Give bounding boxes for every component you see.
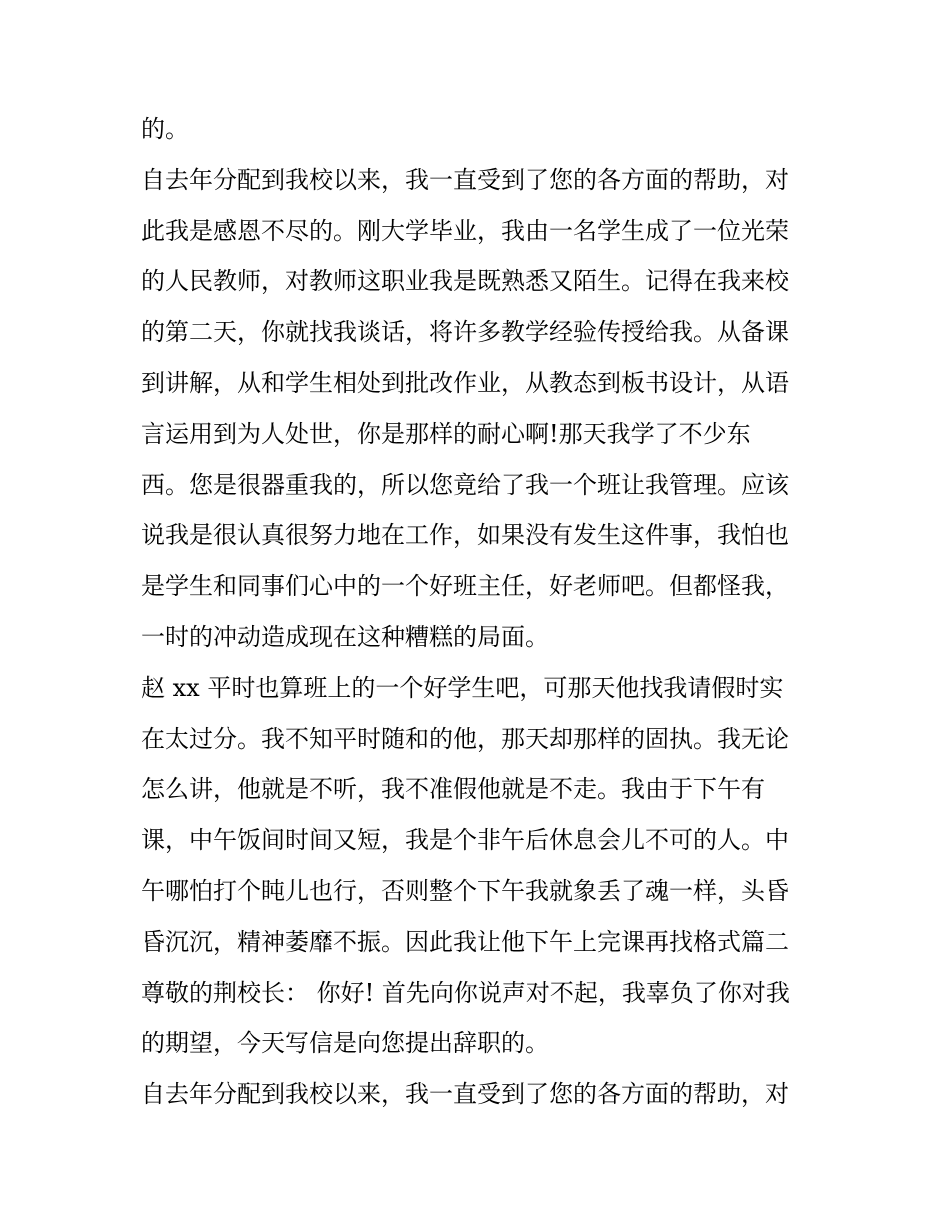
text-line: 的第二天，你就找我谈话，将许多教学经验传授给我。从备课 — [141, 318, 789, 347]
text-line: 自去年分配到我校以来，我一直受到了您的各方面的帮助，对 — [141, 1080, 789, 1109]
text-line: 是学生和同事们心中的一个好班主任，好老师吧。但都怪我， — [141, 572, 789, 601]
text-line: 到讲解，从和学生相处到批改作业，从教态到板书设计，从语 — [141, 368, 789, 397]
text-line: 的期望，今天写信是向您提出辞职的。 — [141, 1029, 549, 1058]
text-line: 赵 xx 平时也算班上的一个好学生吧，可那天他找我请假时实 — [141, 673, 784, 702]
text-line: 的人民教师，对教师这职业我是既熟悉又陌生。记得在我来校 — [141, 267, 789, 296]
text-line: 昏沉沉，精神萎靡不振。因此我让他下午上完课再找格式篇二 — [141, 927, 789, 956]
text-line: 自去年分配到我校以来，我一直受到了您的各方面的帮助，对 — [141, 165, 789, 194]
text-line: 说我是很认真很努力地在工作，如果没有发生这件事，我怕也 — [141, 521, 789, 550]
text-line: 西。您是很器重我的，所以您竟给了我一个班让我管理。应该 — [141, 470, 789, 499]
text-line: 一时的冲动造成现在这种糟糕的局面。 — [141, 622, 549, 651]
text-line: 的。 — [141, 115, 189, 143]
text-line: 怎么讲，他就是不听，我不准假他就是不走。我由于下午有 — [141, 775, 765, 804]
letter-body — [141, 104, 821, 1120]
text-line: 言运用到为人处世，你是那样的耐心啊!那天我学了不少东 — [141, 419, 751, 448]
text-line: 尊敬的荆校长： 你好! 首先向你说声对不起，我辜负了你对我 — [141, 978, 790, 1007]
text-line: 在太过分。我不知平时随和的他，那天却那样的固执。我无论 — [141, 724, 789, 753]
text-line: 课，中午饭间时间又短，我是个非午后休息会儿不可的人。中 — [141, 826, 789, 855]
text-line: 此我是感恩不尽的。刚大学毕业，我由一名学生成了一位光荣 — [141, 216, 789, 245]
text-line: 午哪怕打个盹儿也行，否则整个下午我就象丢了魂一样，头昏 — [141, 876, 789, 905]
